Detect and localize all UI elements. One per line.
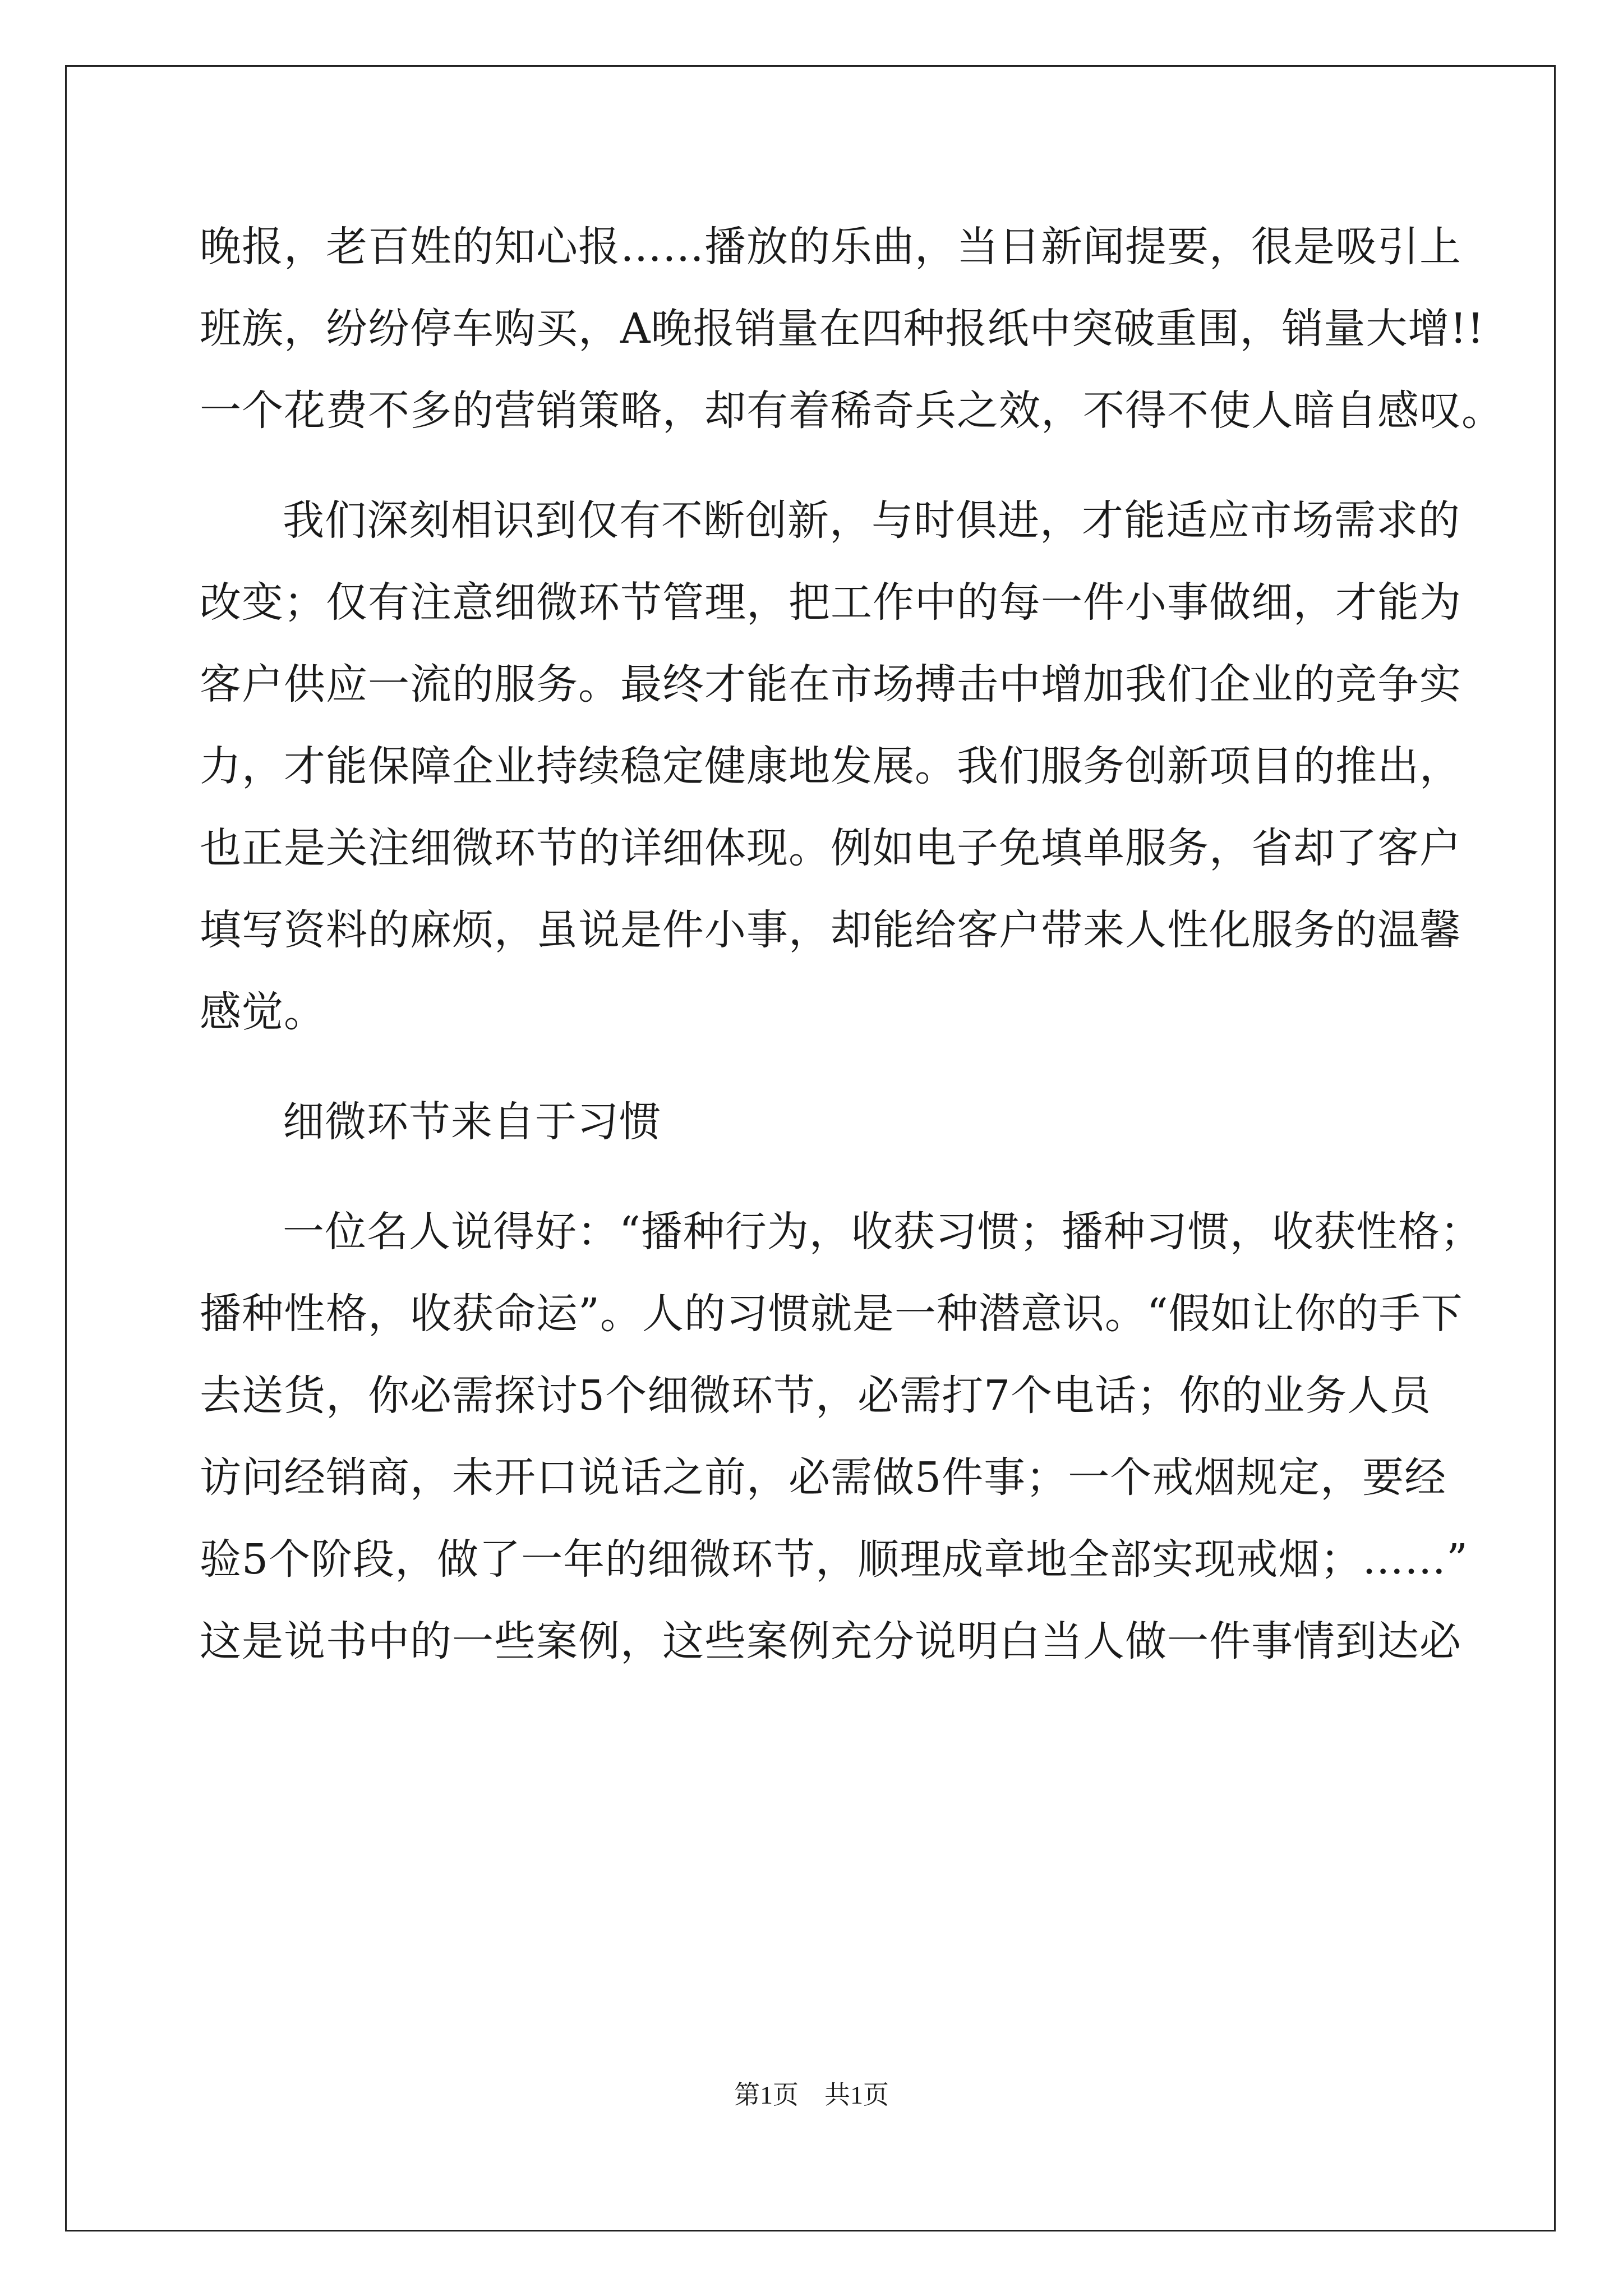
section-heading: 细微环节来自于习惯: [283, 1098, 661, 1146]
paragraph-line-2: 班族，纷纷停车购买，A晚报销量在四种报纸中突破重围，销量大增!!: [200, 305, 1484, 353]
paragraph-line-14: 去送货，你必需探讨5个细微环节，必需打7个电话；你的业务人员: [200, 1372, 1432, 1420]
paragraph-line-4: 我们深刻相识到仅有不断创新，与时俱进，才能适应市场需求的: [283, 496, 1460, 545]
paragraph-line-12: 一位名人说得好：“播种行为，收获习惯；播种习惯，收获性格；: [283, 1208, 1482, 1256]
paragraph-line-5: 改变；仅有注意细微环节管理，把工作中的每一件小事做细，才能为: [200, 578, 1461, 627]
paragraph-line-7: 力，才能保障企业持续稳定健康地发展。我们服务创新项目的推出，: [200, 742, 1461, 790]
paragraph-line-1: 晚报，老百姓的知心报……播放的乐曲，当日新闻提要，很是吸引上: [200, 223, 1461, 271]
paragraph-line-9: 填写资料的麻烦，虽说是件小事，却能给客户带来人性化服务的温馨: [200, 906, 1461, 954]
page-footer: [0, 2078, 1623, 2112]
paragraph-line-8: 也正是关注细微环节的详细体现。例如电子免填单服务，省却了客户: [200, 824, 1461, 872]
paragraph-line-17: 这是说书中的一些案例，这些案例充分说明白当人做一件事情到达必: [200, 1617, 1461, 1665]
paragraph-line-13: 播种性格，收获命运”。人的习惯就是一种潜意识。“假如让你的手下: [200, 1290, 1463, 1338]
page-number: 第1页: [734, 2081, 799, 2109]
paragraph-line-15: 访问经销商，未开口说话之前，必需做5件事；一个戒烟规定，要经: [200, 1453, 1447, 1502]
paragraph-line-3: 一个花费不多的营销策略，却有着稀奇兵之效，不得不使人暗自感叹。: [200, 386, 1504, 435]
paragraph-line-16: 验5个阶段，做了一年的细微环节，顺理成章地全部实现戒烟；……”: [200, 1535, 1468, 1584]
page-total: 共1页: [824, 2081, 889, 2109]
paragraph-line-6: 客户供应一流的服务。最终才能在市场搏击中增加我们企业的竞争实: [200, 660, 1461, 708]
paragraph-line-10: 感觉。: [200, 988, 326, 1036]
